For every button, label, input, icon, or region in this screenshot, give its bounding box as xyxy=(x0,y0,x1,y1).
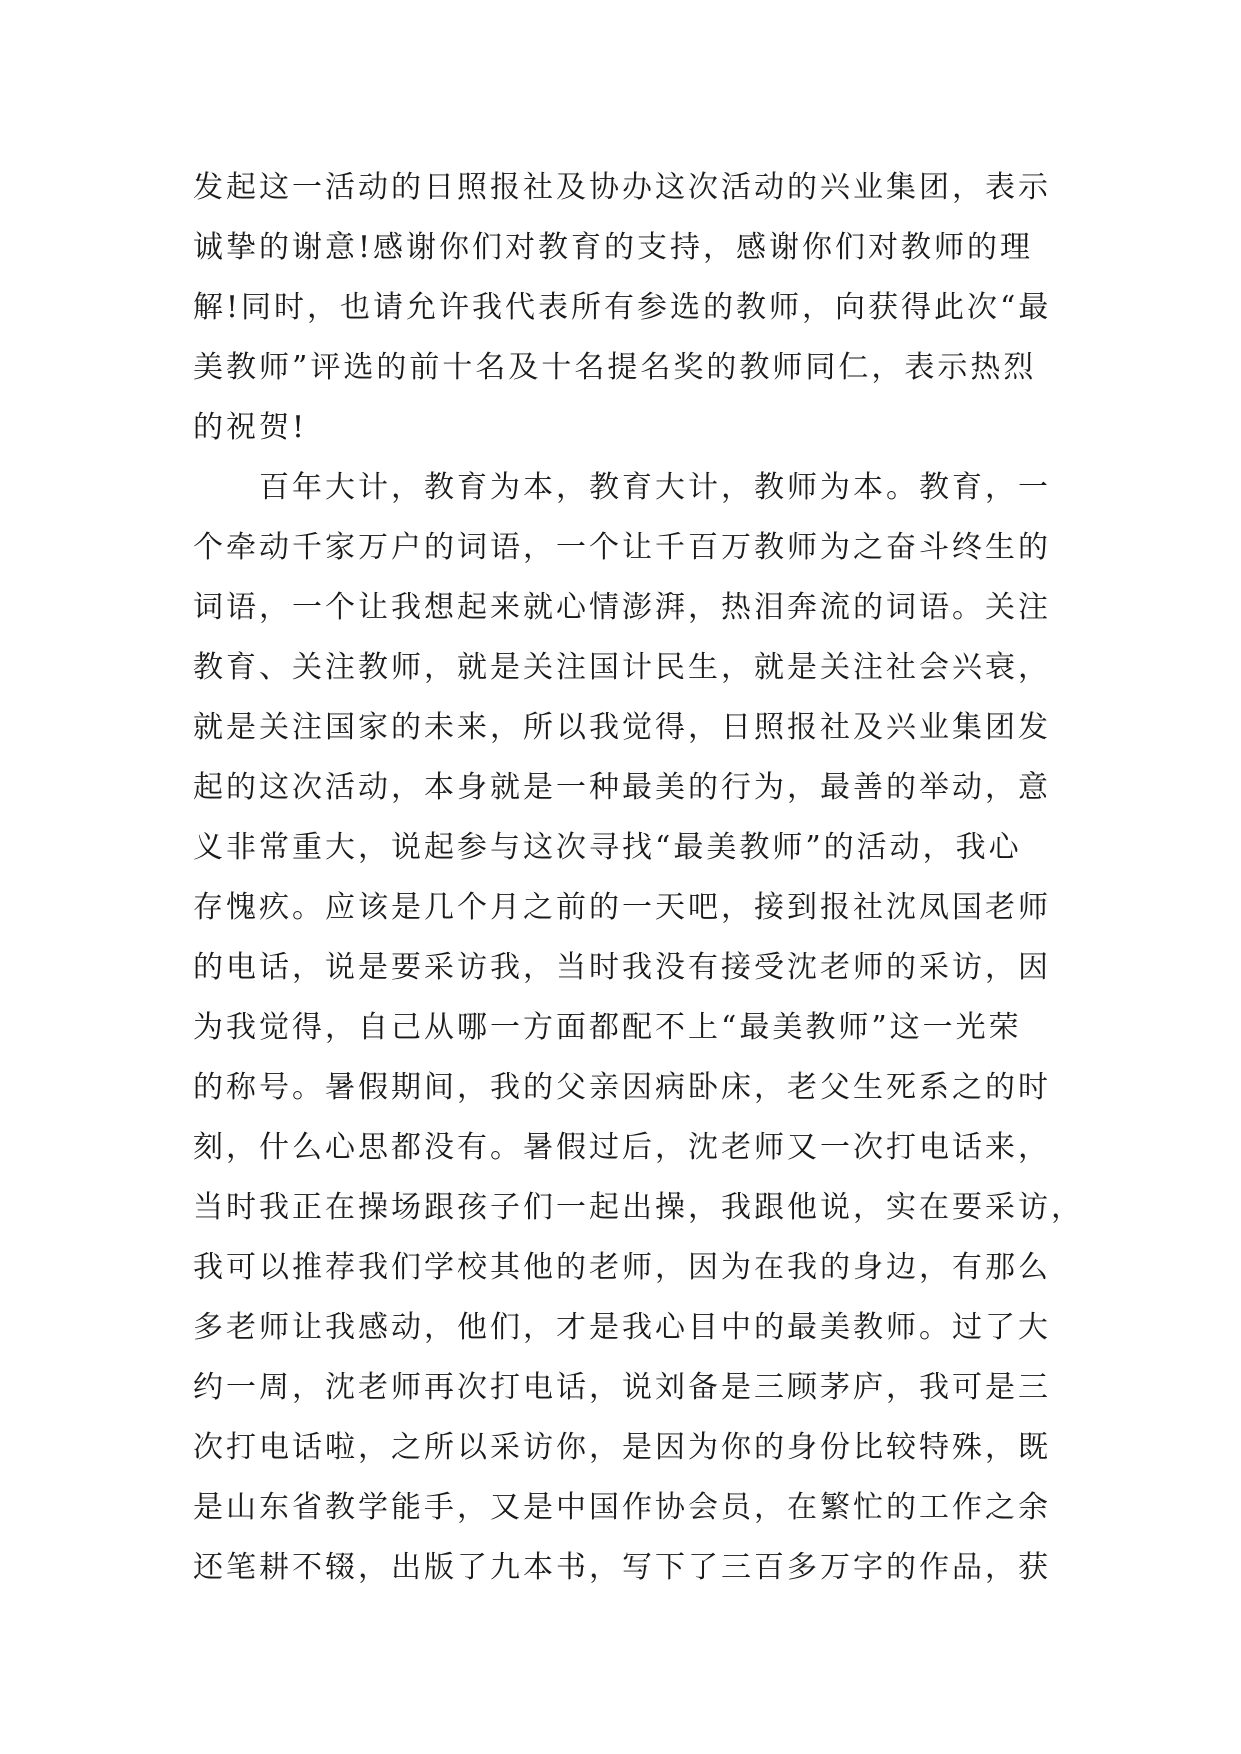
text-line: 我可以推荐我们学校其他的老师，因为在我的身边，有那么 xyxy=(193,1250,1051,1285)
text-line: 起的这次活动，本身就是一种最美的行为，最善的举动，意 xyxy=(193,770,1051,805)
text-line: 美教师”评选的前十名及十名提名奖的教师同仁，表示热烈 xyxy=(193,350,1037,385)
text-line: 解!同时，也请允许我代表所有参选的教师，向获得此次“最 xyxy=(193,290,1052,325)
text-line: 为我觉得，自己从哪一方面都配不上“最美教师”这一光荣 xyxy=(193,1010,1022,1045)
text-line: 刻，什么心思都没有。暑假过后，沈老师又一次打电话来， xyxy=(193,1130,1051,1165)
text-line: 诚挚的谢意!感谢你们对教育的支持，感谢你们对教师的理 xyxy=(193,230,1034,265)
text-line: 教育、关注教师，就是关注国计民生，就是关注社会兴衰， xyxy=(193,650,1051,685)
text-line: 个牵动千家万户的词语，一个让千百万教师为之奋斗终生的 xyxy=(193,530,1051,565)
text-line: 存愧疚。应该是几个月之前的一天吧，接到报社沈凤国老师 xyxy=(193,890,1051,925)
text-line: 还笔耕不辍，出版了九本书，写下了三百多万字的作品，获 xyxy=(193,1550,1051,1585)
text-line: 当时我正在操场跟孩子们一起出操，我跟他说，实在要采访， xyxy=(193,1190,1084,1225)
text-line: 百年大计，教育为本，教育大计，教师为本。教育，一 xyxy=(193,470,1051,505)
text-line: 的祝贺! xyxy=(193,410,308,445)
text-line: 就是关注国家的未来，所以我觉得，日照报社及兴业集团发 xyxy=(193,710,1051,745)
text-line: 是山东省教学能手，又是中国作协会员，在繁忙的工作之余 xyxy=(193,1490,1051,1525)
text-line: 的电话，说是要采访我，当时我没有接受沈老师的采访，因 xyxy=(193,950,1051,985)
text-line: 次打电话啦，之所以采访你，是因为你的身份比较特殊，既 xyxy=(193,1430,1051,1465)
text-line: 词语，一个让我想起来就心情澎湃，热泪奔流的词语。关注 xyxy=(193,590,1051,625)
text-line: 多老师让我感动，他们，才是我心目中的最美教师。过了大 xyxy=(193,1310,1051,1345)
text-line: 的称号。暑假期间，我的父亲因病卧床，老父生死系之的时 xyxy=(193,1070,1051,1105)
text-line: 约一周，沈老师再次打电话，说刘备是三顾茅庐，我可是三 xyxy=(193,1370,1051,1405)
text-line: 义非常重大，说起参与这次寻找“最美教师”的活动，我心 xyxy=(193,830,1022,865)
text-line: 发起这一活动的日照报社及协办这次活动的兴业集团，表示 xyxy=(193,170,1051,205)
body-text xyxy=(193,158,1084,1598)
